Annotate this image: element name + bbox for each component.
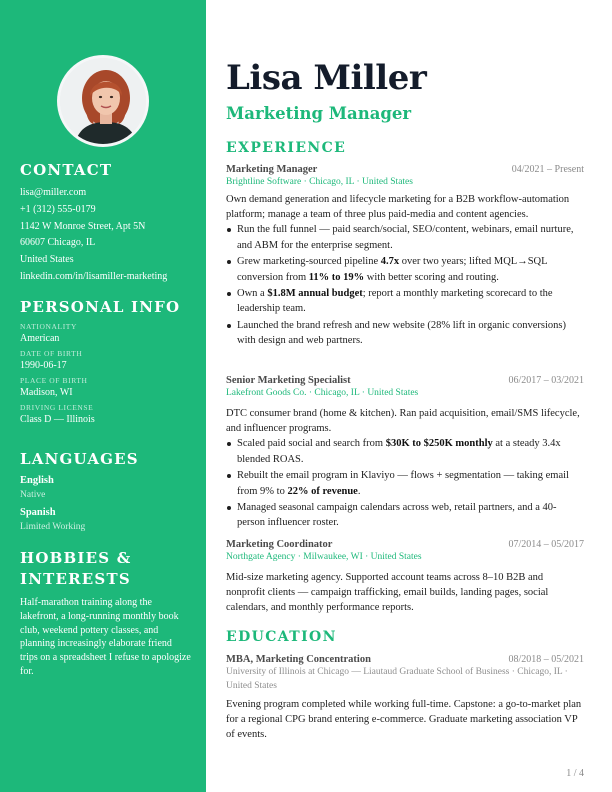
job-title: Marketing Coordinator: [226, 539, 333, 550]
contact-heading: CONTACT: [20, 161, 113, 179]
birth-date-label: DATE OF BIRTH: [20, 349, 83, 358]
education-org: University of Illinois at Chicago — Liautaud Graduate School of Business · Chicago, IL · United States: [226, 667, 568, 691]
job-dates: 07/2014 – 05/2017: [508, 539, 584, 550]
job-entry: [226, 539, 584, 616]
job-bullets: [226, 222, 584, 348]
hobbies-section: [20, 548, 192, 679]
job-entry: [226, 164, 584, 350]
contact-address-line1: 1142 W Monroe Street, Apt 5N: [20, 220, 146, 232]
bullet-item: Rebuilt the email program in Klaviyo — flows + segmentation — taking email from 9% to 22% of revenue.: [226, 468, 584, 498]
hobbies-heading-line1: HOBBIES &: [20, 549, 132, 567]
sidebar: [0, 0, 206, 792]
experience-heading: EXPERIENCE: [226, 140, 347, 156]
contact-country: United States: [20, 254, 74, 266]
bullet-item: Grew marketing-sourced pipeline 4.7x over two years; lifted MQL→SQL conversion from 11% to 19% with better scoring and routing.: [226, 254, 584, 284]
education-entry: [226, 654, 584, 743]
language-level: Limited Working: [20, 522, 86, 532]
contact-email[interactable]: lisa@miller.com: [20, 187, 87, 198]
profile-photo: [60, 58, 149, 147]
language-name: English: [20, 475, 54, 486]
language-level: Native: [20, 490, 46, 500]
driving-license-label: DRIVING LICENSE: [20, 403, 94, 412]
avatar: [57, 55, 149, 147]
job-entry: [226, 375, 584, 532]
job-title: Marketing Manager: [226, 164, 318, 175]
job-dates: 06/2017 – 03/2021: [508, 375, 584, 386]
job-bullets: [226, 436, 584, 530]
personal-info-section: [20, 297, 192, 426]
bullet-item: Run the full funnel — paid search/social, SEO/content, webinars, email nurture, and ABM for the enterprise segment.: [226, 222, 584, 252]
language-name: Spanish: [20, 507, 56, 518]
driving-license-value: Class D — Illinois: [20, 414, 95, 425]
contact-linkedin-link[interactable]: linkedin.com/in/lisamiller-marketing: [20, 270, 168, 282]
job-org: Lakefront Goods Co. · Chicago, IL · United States: [226, 388, 419, 398]
personal-info-heading: PERSONAL INFO: [20, 298, 181, 316]
nationality-value: American: [20, 333, 60, 344]
hobbies-heading-line2: INTERESTS: [20, 570, 131, 588]
job-description: Own demand generation and lifecycle marketing for a B2B workflow-automation platform; manage a team of three plus paid-media and content agencies.: [226, 194, 570, 221]
job-org: Brightline Software · Chicago, IL · United States: [226, 177, 413, 187]
bullet-item: Launched the brand refresh and new website (28% lift in organic conversions) with design and web partners.: [226, 318, 584, 348]
page-number: 1 / 4: [566, 768, 584, 779]
languages-section: [20, 449, 192, 534]
bullet-item: Scaled paid social and search from $30K to $250K monthly at a steady 3.4x blended ROAS.: [226, 436, 584, 466]
languages-heading: LANGUAGES: [20, 450, 139, 468]
person-role: Marketing Manager: [226, 104, 412, 123]
job-description: Mid-size marketing agency. Supported account teams across 8–10 B2B and nonprofit clients — campaign trafficking, email builds, landing pages, social calendars, and monthly performance reports.: [226, 572, 549, 614]
contact-address-line2: 60607 Chicago, IL: [20, 237, 96, 249]
birth-place-value: Madison, WI: [20, 387, 73, 398]
job-dates: 04/2021 – Present: [511, 164, 584, 175]
nationality-label: NATIONALITY: [20, 322, 78, 331]
education-dates: 08/2018 – 05/2021: [508, 654, 584, 665]
birth-place-label: PLACE OF BIRTH: [20, 376, 88, 385]
job-org: Northgate Agency · Milwaukee, WI · United States: [226, 552, 422, 562]
education-heading: EDUCATION: [226, 629, 337, 645]
degree-title: MBA, Marketing Concentration: [226, 654, 371, 665]
job-description: DTC consumer brand (home & kitchen). Ran paid acquisition, email/SMS lifecycle, and influencer programs.: [226, 408, 580, 435]
bullet-item: Managed seasonal campaign calendars across web, retail partners, and a 40-person influencer roster.: [226, 500, 584, 530]
education-description: Evening program completed while working full-time. Capstone: a go-to-market plan for a regional CPG brand entering e-commerce. Graduate marketing association VP of events.: [226, 699, 582, 741]
person-name: Lisa Miller: [226, 58, 427, 98]
job-title: Senior Marketing Specialist: [226, 375, 351, 386]
birth-date-value: 1990-06-17: [20, 360, 67, 371]
contact-section: [20, 160, 192, 286]
bullet-item: Own a $1.8M annual budget; report a monthly marketing scorecard to the leadership team.: [226, 286, 584, 316]
contact-phone[interactable]: +1 (312) 555-0179: [20, 203, 96, 215]
hobbies-text: Half-marathon training along the lakefront, a long-running monthly book club, weekend pottery classes, and planning increasingly elaborate friend trips on a spreadsheet I refuse to apologize for.: [20, 597, 191, 677]
